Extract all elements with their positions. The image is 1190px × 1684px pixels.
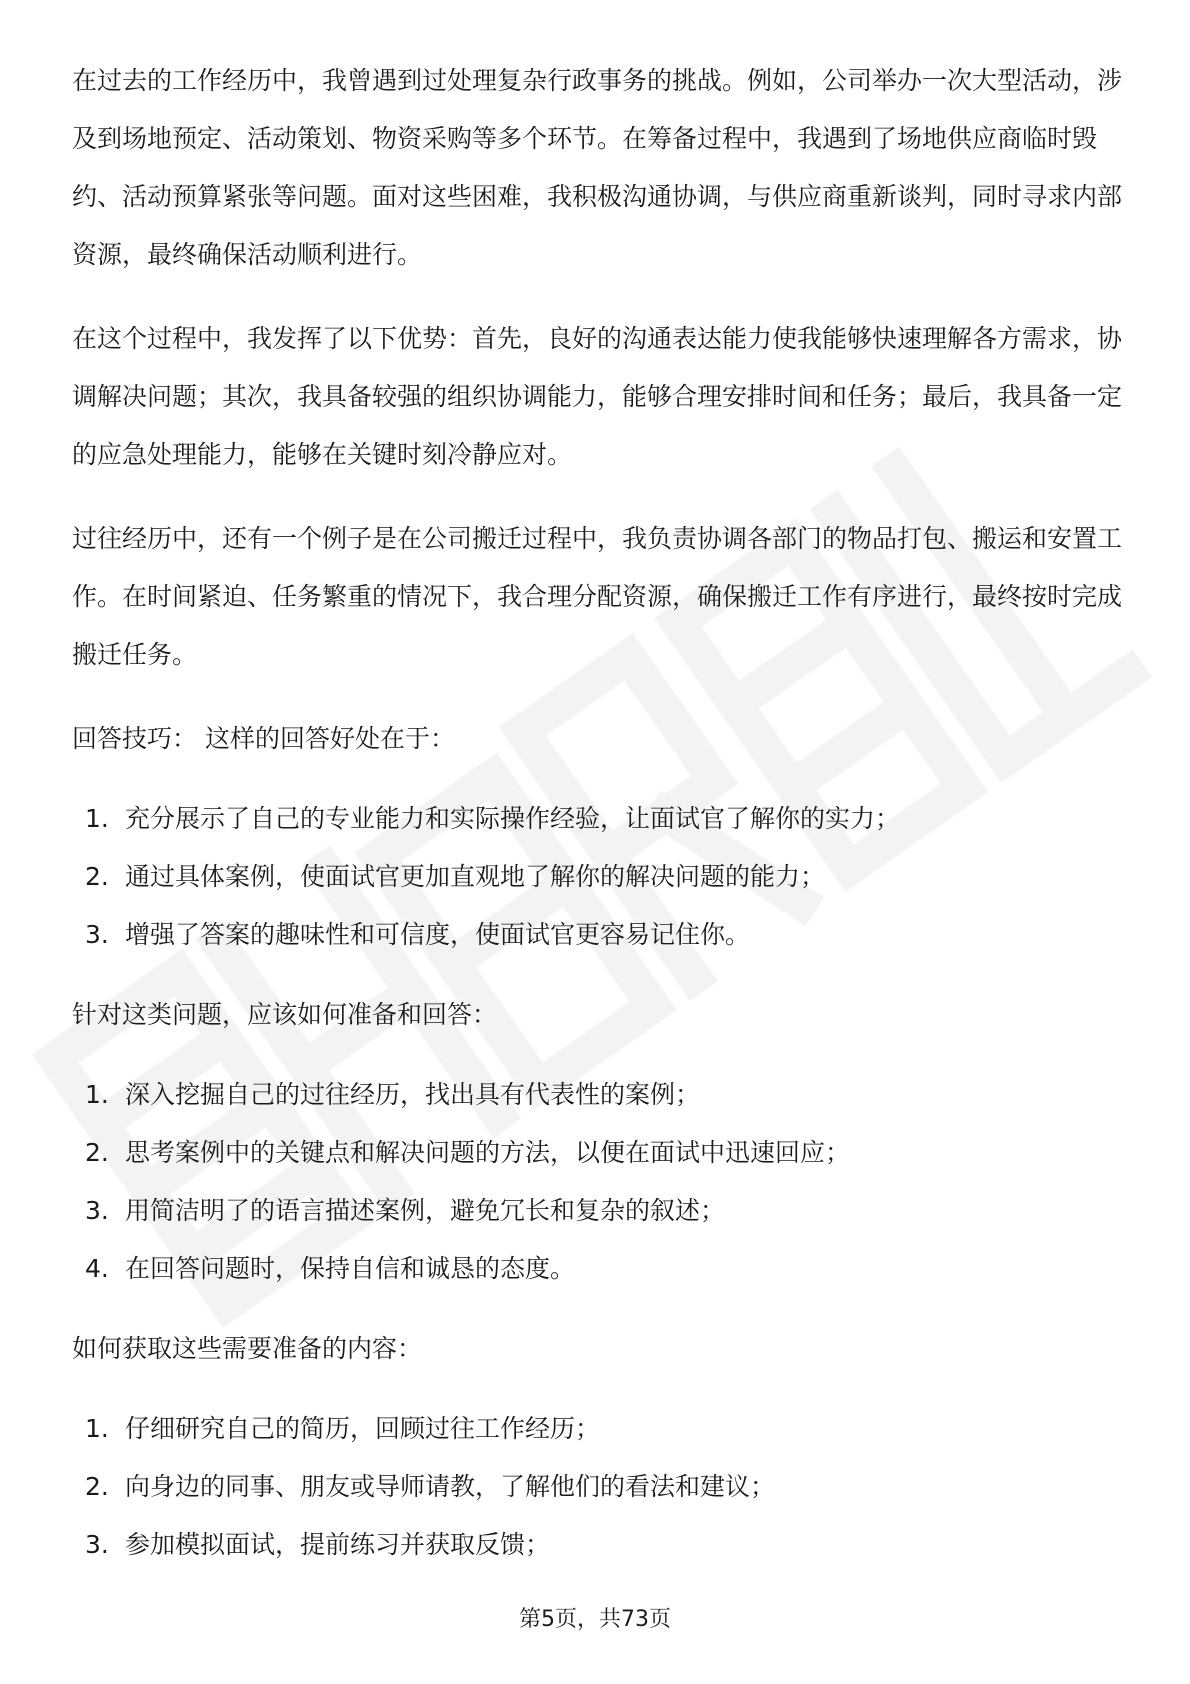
list-item-text: 深入挖掘自己的过往经历，找出具有代表性的案例； xyxy=(125,1080,701,1109)
list-item-number: 2. xyxy=(85,862,109,891)
document-body xyxy=(72,52,1122,1596)
list-item-text: 思考案例中的关键点和解决问题的方法，以便在面试中迅速回应； xyxy=(125,1138,851,1167)
list-item xyxy=(72,1066,1122,1124)
page-number: 第5页，共73页 xyxy=(519,1607,671,1632)
list-item xyxy=(72,1400,1122,1458)
list-item-text: 仔细研究自己的简历，回顾过往工作经历； xyxy=(125,1414,601,1443)
list-item-number: 3. xyxy=(85,920,109,949)
obtain-list xyxy=(72,1400,1122,1574)
list-item-number: 3. xyxy=(85,1530,109,1559)
list-item-number: 2. xyxy=(85,1138,109,1167)
list-item-number: 3. xyxy=(85,1196,109,1225)
list-item xyxy=(72,790,1122,848)
tips-heading: 回答技巧： 这样的回答好处在于： xyxy=(72,724,455,753)
prepare-heading: 针对这类问题，应该如何准备和回答： xyxy=(72,1000,498,1029)
obtain-heading: 如何获取这些需要准备的内容： xyxy=(72,1334,423,1363)
list-item-number: 2. xyxy=(85,1472,109,1501)
list-item-text: 在回答问题时，保持自信和诚恳的态度。 xyxy=(125,1254,576,1283)
prepare-list xyxy=(72,1066,1122,1298)
list-item xyxy=(72,906,1122,964)
list-item-text: 充分展示了自己的专业能力和实际操作经验，让面试官了解你的实力； xyxy=(125,804,901,833)
list-item xyxy=(72,1458,1122,1516)
list-item xyxy=(72,1124,1122,1182)
list-item-text: 向身边的同事、朋友或导师请教，了解他们的看法和建议； xyxy=(125,1472,776,1501)
tips-list xyxy=(72,790,1122,964)
list-item-text: 用简洁明了的语言描述案例，避免冗长和复杂的叙述； xyxy=(125,1196,726,1225)
list-item-number: 1. xyxy=(85,804,109,833)
paragraph-1: 在过去的工作经历中，我曾遇到过处理复杂行政事务的挑战。例如，公司举办一次大型活动，涉及到场地预定、活动策划、物资采购等多个环节。在筹备过程中，我遇到了场地供应商临时毁约、活动预算紧张等问题。面对这些困难，我积极沟通协调，与供应商重新谈判，同时寻求内部资源，最终确保活动顺利进行。 xyxy=(72,66,1123,269)
paragraph-2: 在这个过程中，我发挥了以下优势：首先，良好的沟通表达能力使我能够快速理解各方需求，协调解决问题；其次，我具备较强的组织协调能力，能够合理安排时间和任务；最后，我具备一定的应急处理能力，能够在关键时刻冷静应对。 xyxy=(72,324,1123,469)
paragraph-3: 过往经历中，还有一个例子是在公司搬迁过程中，我负责协调各部门的物品打包、搬运和安置工作。在时间紧迫、任务繁重的情况下，我合理分配资源，确保搬迁工作有序进行，最终按时完成搬迁任务。 xyxy=(72,524,1123,669)
list-item xyxy=(72,848,1122,906)
list-item xyxy=(72,1240,1122,1298)
list-item xyxy=(72,1182,1122,1240)
list-item xyxy=(72,1516,1122,1574)
list-item-text: 增强了答案的趣味性和可信度，使面试官更容易记住你。 xyxy=(125,920,751,949)
list-item-text: 通过具体案例，使面试官更加直观地了解你的解决问题的能力； xyxy=(125,862,826,891)
list-item-number: 4. xyxy=(85,1254,109,1283)
list-item-number: 1. xyxy=(85,1414,109,1443)
list-item-number: 1. xyxy=(85,1080,109,1109)
list-item-text: 参加模拟面试，提前练习并获取反馈； xyxy=(125,1530,551,1559)
